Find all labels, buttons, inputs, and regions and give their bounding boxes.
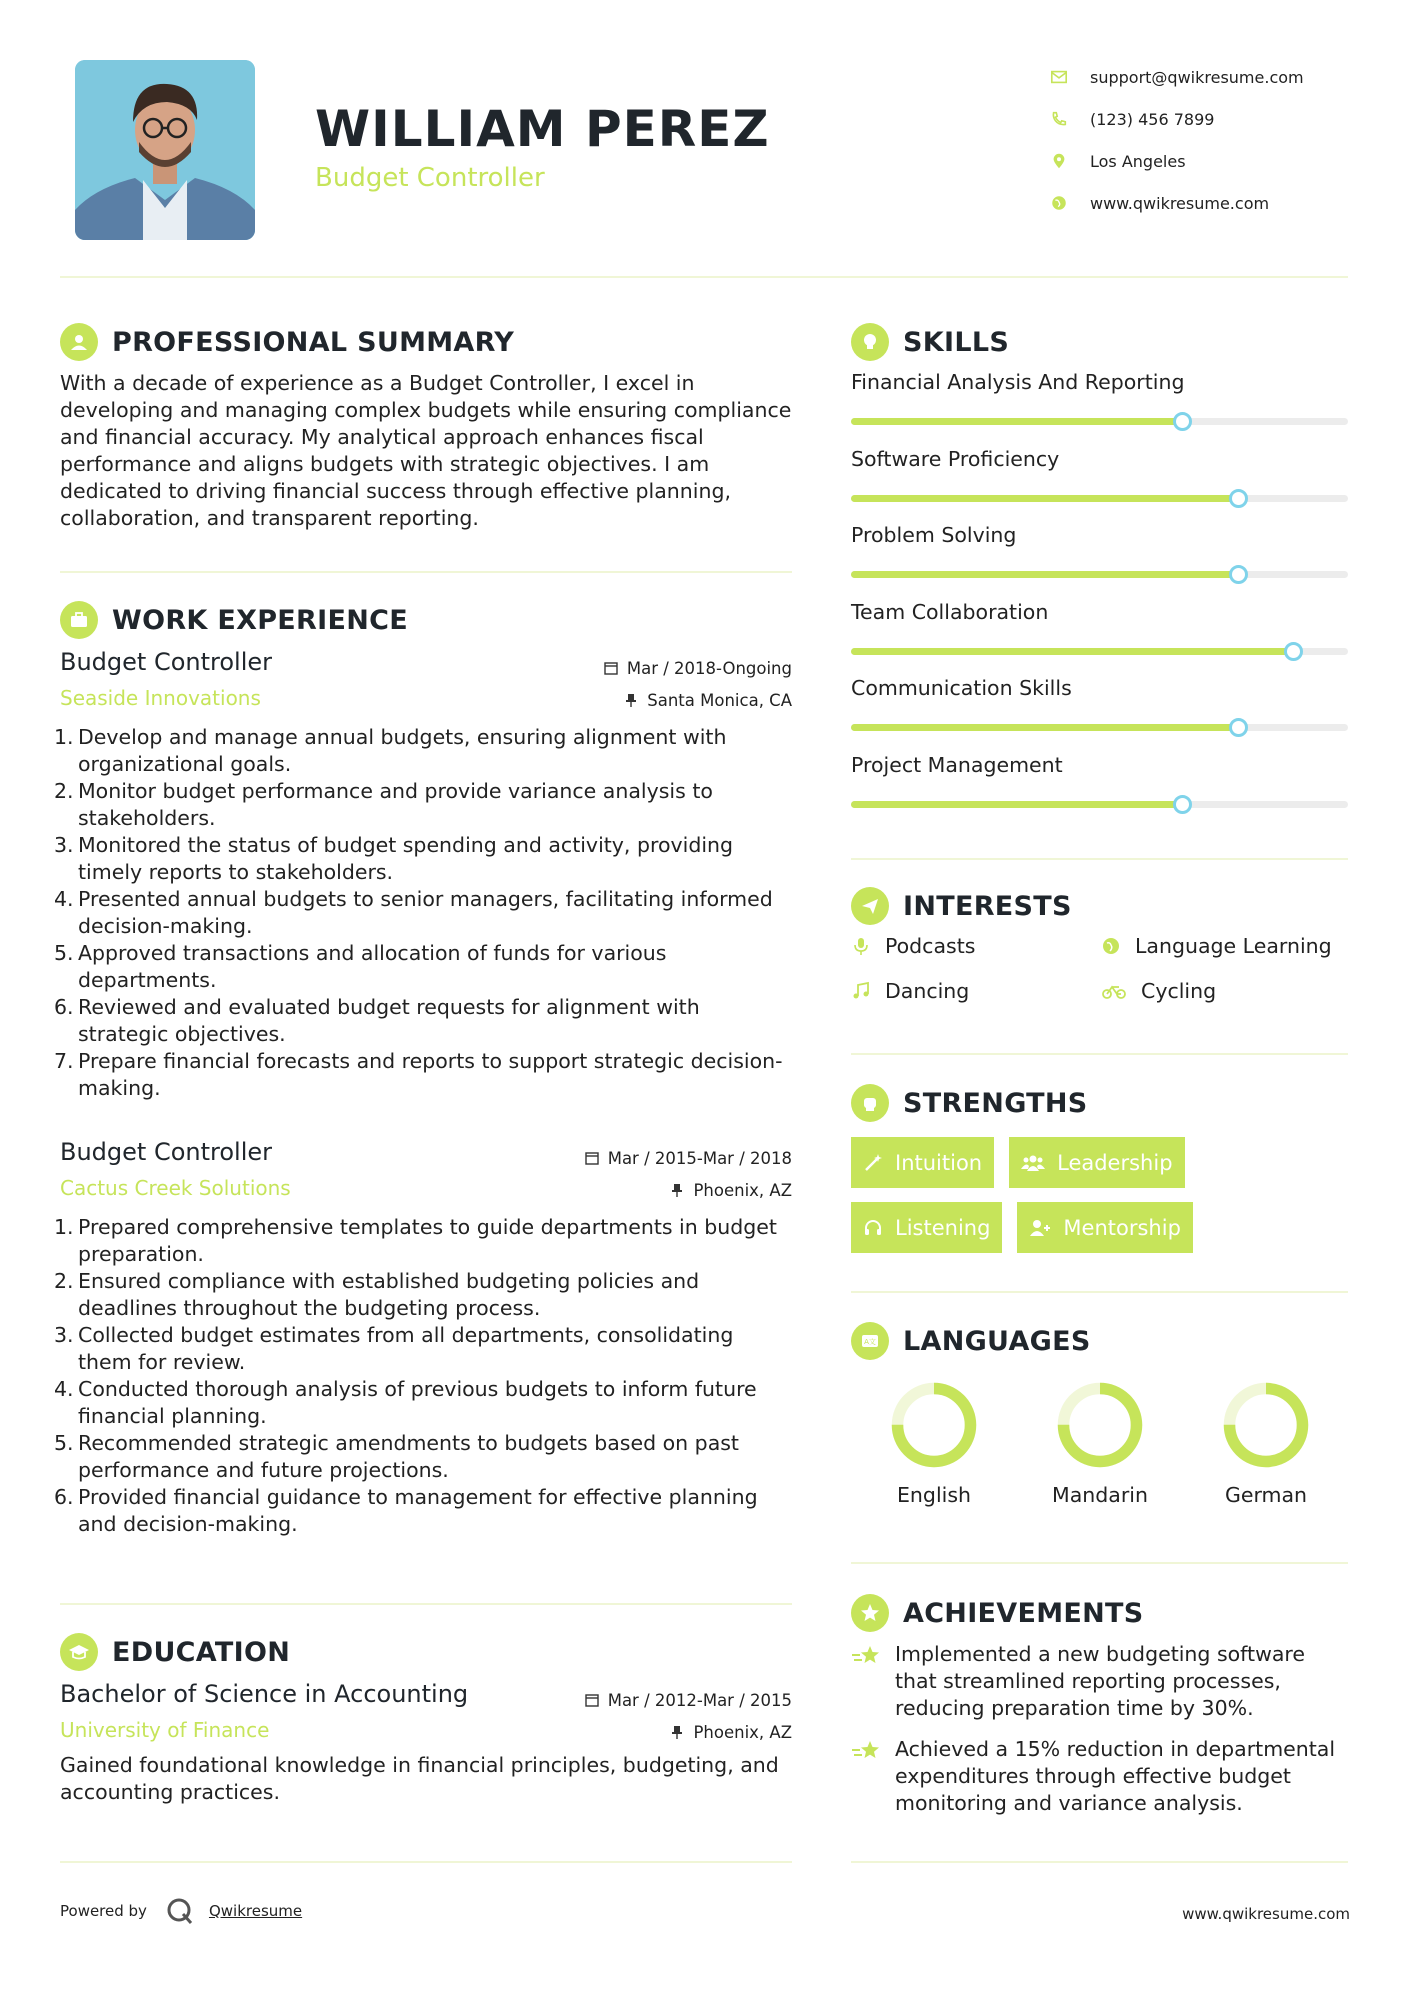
- work-heading: [60, 601, 408, 639]
- job-title: Budget Controller: [60, 648, 273, 676]
- job-meta: [585, 1142, 792, 1206]
- strength-chip: [851, 1202, 1002, 1253]
- school-name: University of Finance: [60, 1718, 270, 1742]
- job-entry: [54, 1138, 792, 1538]
- summary-text: With a decade of experience as a Budget Controller, I excel in developing and managing complex budgets while ensuring compliance and financial accuracy. My analytical approach enhances fiscal performance and aligns budgets with strategic objectives. I am dedicated to driving financial success through effective planning, collaboration, and transparent reporting.: [60, 371, 792, 530]
- phone-icon: [1050, 110, 1068, 128]
- skill-name: Communication Skills: [851, 676, 1072, 700]
- languages-divider: [851, 1562, 1348, 1564]
- degree-title: Bachelor of Science in Accounting: [60, 1680, 469, 1708]
- education-date: Mar / 2012-Mar / 2015: [607, 1690, 792, 1710]
- strength-label: Listening: [895, 1215, 991, 1240]
- job-duties: [54, 724, 792, 1102]
- footer-powered-by: [60, 1896, 302, 1926]
- magic-wand-icon: [863, 1153, 883, 1173]
- achievements-heading: [851, 1594, 1144, 1632]
- interest-item: [851, 977, 1101, 1004]
- language-ring: [1052, 1377, 1148, 1473]
- contact-website-text: www.qwikresume.com: [1090, 193, 1270, 213]
- education-meta: [585, 1684, 792, 1748]
- skill-fill: [851, 495, 1238, 502]
- achievements-divider: [851, 1861, 1348, 1863]
- candidate-name: WILLIAM PEREZ: [315, 100, 770, 158]
- interest-label: Cycling: [1141, 978, 1217, 1003]
- pushpin-icon: [670, 1183, 684, 1197]
- qwikresume-link[interactable]: Qwikresume: [208, 1902, 303, 1920]
- interest-label: Dancing: [885, 978, 970, 1003]
- star-badge-icon: [851, 1594, 889, 1632]
- strength-chip: [851, 1137, 994, 1188]
- headphones-icon: [863, 1218, 883, 1238]
- summary-divider: [60, 571, 792, 573]
- interest-item: [1101, 977, 1351, 1004]
- bicycle-icon: [1101, 981, 1127, 1001]
- skill-name: Project Management: [851, 752, 1063, 777]
- languages-list: [851, 1377, 1351, 1507]
- skill-item: [851, 523, 1348, 600]
- user-icon: [60, 323, 98, 361]
- job-duties: [54, 1214, 792, 1538]
- interest-item: [1101, 932, 1351, 959]
- briefcase-icon: [60, 601, 98, 639]
- list-item: 4. Presented annual budgets to senior managers, facilitating informed decision-making.: [54, 887, 773, 938]
- interest-label: Language Learning: [1135, 933, 1332, 958]
- list-item: 7. Prepare financial forecasts and reports to support strategic decision-making.: [54, 1049, 783, 1100]
- skills-list: [851, 370, 1348, 829]
- skill-fill: [851, 724, 1238, 731]
- skill-name: Financial Analysis And Reporting: [851, 370, 1185, 394]
- job-location: Phoenix, AZ: [693, 1180, 792, 1200]
- strengths-title: STRENGTHS: [903, 1087, 1088, 1119]
- skills-divider: [851, 858, 1348, 860]
- group-icon: [1021, 1153, 1045, 1173]
- language-ring: [886, 1377, 982, 1473]
- lightbulb-icon: [851, 323, 889, 361]
- user-plus-icon: [1029, 1218, 1051, 1238]
- strengths-divider: [851, 1291, 1348, 1293]
- contact-email-text: support@qwikresume.com: [1090, 67, 1304, 87]
- job-date: Mar / 2018-Ongoing: [626, 658, 792, 678]
- list-item: 1. Develop and manage annual budgets, ensuring alignment with organizational goals.: [54, 725, 727, 776]
- achievements-title: ACHIEVEMENTS: [903, 1597, 1144, 1629]
- achievement-text: Implemented a new budgeting software that streamlined reporting processes, reducing preparation time by 30%.: [895, 1642, 1305, 1720]
- skill-bar: [851, 724, 1348, 731]
- list-item: 6. Provided financial guidance to management for effective planning and decision-making.: [54, 1485, 758, 1536]
- job-location: Santa Monica, CA: [647, 690, 792, 710]
- list-item: 6. Reviewed and evaluated budget requests for alignment with strategic objectives.: [54, 995, 700, 1046]
- skill-name: Team Collaboration: [851, 599, 1049, 624]
- shooting-star-icon: [851, 1643, 881, 1671]
- contact-website[interactable]: [1050, 182, 1370, 224]
- list-item: 5. Recommended strategic amendments to budgets based on past performance and future projections.: [54, 1431, 739, 1482]
- contact-location-text: Los Angeles: [1090, 151, 1186, 171]
- interest-item: [851, 932, 1101, 959]
- header-divider: [60, 276, 1348, 278]
- list-item: 3. Monitored the status of budget spending and activity, providing timely reports to stakeholders.: [54, 833, 734, 884]
- profile-photo: [75, 60, 255, 240]
- job-entry: [54, 648, 792, 1102]
- job-title: Budget Controller: [60, 1138, 273, 1166]
- language-name: English: [896, 1483, 972, 1507]
- strength-chip: [1009, 1137, 1184, 1188]
- strength-chip: [1017, 1202, 1192, 1253]
- contact-location: [1050, 140, 1370, 182]
- skill-fill: [851, 571, 1238, 578]
- music-icon: [851, 981, 871, 1001]
- skill-fill: [851, 418, 1182, 425]
- paper-plane-icon: [851, 887, 889, 925]
- job-company: Cactus Creek Solutions: [60, 1176, 291, 1200]
- skill-bar: [851, 418, 1348, 425]
- skill-knob: [1229, 718, 1248, 737]
- strengths-list: [851, 1137, 1351, 1267]
- language-ring: [1218, 1377, 1314, 1473]
- skill-item: [851, 676, 1348, 753]
- languages-heading: [851, 1322, 1091, 1360]
- job-meta: [604, 652, 792, 716]
- contact-email[interactable]: [1050, 56, 1370, 98]
- education-title: EDUCATION: [112, 1636, 291, 1668]
- skill-bar: [851, 495, 1348, 502]
- skill-item: [851, 753, 1348, 830]
- interests-divider: [851, 1053, 1348, 1055]
- language-icon: [851, 1322, 889, 1360]
- list-item: 5. Approved transactions and allocation of funds for various departments.: [54, 941, 667, 992]
- candidate-role: Budget Controller: [315, 163, 545, 193]
- contact-block: [1050, 56, 1370, 224]
- skill-knob: [1173, 795, 1192, 814]
- shooting-star-icon: [851, 1738, 881, 1766]
- achievement-text: Achieved a 15% reduction in departmental expenditures through effective budget monitoring and variance analysis.: [895, 1737, 1336, 1815]
- language-item: [1183, 1377, 1349, 1507]
- skill-knob: [1173, 412, 1192, 431]
- education-location: Phoenix, AZ: [693, 1722, 792, 1742]
- pushpin-icon: [624, 693, 638, 707]
- education-divider: [60, 1861, 792, 1863]
- language-item: [1017, 1377, 1183, 1507]
- interests-title: INTERESTS: [903, 890, 1072, 922]
- interests-list: [851, 932, 1351, 1004]
- footer-website[interactable]: www.qwikresume.com: [1182, 1905, 1350, 1923]
- skill-fill: [851, 801, 1182, 808]
- list-item: 2. Ensured compliance with established budgeting policies and deadlines throughout the budgeting process.: [54, 1269, 700, 1320]
- pushpin-icon: [670, 1725, 684, 1739]
- skill-item: [851, 447, 1348, 524]
- work-title: WORK EXPERIENCE: [112, 604, 408, 636]
- skill-name: Problem Solving: [851, 523, 1017, 547]
- skill-fill: [851, 648, 1293, 655]
- calendar-icon: [585, 1151, 599, 1165]
- achievement-item: [851, 1736, 1351, 1817]
- job-date: Mar / 2015-Mar / 2018: [607, 1148, 792, 1168]
- skill-bar: [851, 648, 1348, 655]
- strength-label: Mentorship: [1063, 1215, 1181, 1240]
- language-name: German: [1224, 1483, 1308, 1507]
- svg-text:A文: A文: [864, 1338, 876, 1346]
- achievements-list: [851, 1641, 1351, 1831]
- calendar-icon: [604, 661, 618, 675]
- education-entry: [60, 1680, 792, 1806]
- list-item: 3. Collected budget estimates from all departments, consolidating them for review.: [54, 1323, 734, 1374]
- globe-icon: [1050, 194, 1068, 212]
- skills-title: SKILLS: [903, 326, 1010, 358]
- skill-knob: [1229, 489, 1248, 508]
- languages-title: LANGUAGES: [903, 1325, 1091, 1357]
- contact-phone-text: (123) 456 7899: [1090, 109, 1215, 129]
- achievement-item: [851, 1641, 1351, 1722]
- powered-by-text: Powered by: [60, 1902, 147, 1920]
- education-heading: [60, 1633, 290, 1671]
- job-company: Seaside Innovations: [60, 686, 261, 710]
- work-divider: [60, 1603, 792, 1605]
- skill-knob: [1229, 565, 1248, 584]
- strength-label: Leadership: [1057, 1150, 1173, 1175]
- skill-knob: [1284, 642, 1303, 661]
- education-description: Gained foundational knowledge in financial principles, budgeting, and accounting practices.: [60, 1753, 779, 1804]
- fist-icon: [851, 1084, 889, 1122]
- calendar-icon: [585, 1693, 599, 1707]
- globe-icon: [1101, 936, 1121, 956]
- skill-bar: [851, 571, 1348, 578]
- list-item: 2. Monitor budget performance and provide variance analysis to stakeholders.: [54, 779, 713, 830]
- microphone-icon: [851, 936, 871, 956]
- contact-phone: [1050, 98, 1370, 140]
- skill-item: [851, 370, 1348, 447]
- list-item: 4. Conducted thorough analysis of previous budgets to inform future financial planning.: [54, 1377, 757, 1428]
- strengths-heading: [851, 1084, 1088, 1122]
- language-item: [851, 1377, 1017, 1507]
- skill-name: Software Proficiency: [851, 446, 1060, 471]
- skill-bar: [851, 801, 1348, 808]
- interest-label: Podcasts: [885, 933, 976, 958]
- skill-item: [851, 600, 1348, 677]
- skills-heading: [851, 323, 1009, 361]
- summary-heading: [60, 323, 514, 361]
- qwikresume-logo-icon: [165, 1896, 195, 1926]
- graduation-cap-icon: [60, 1633, 98, 1671]
- map-pin-icon: [1050, 152, 1068, 170]
- list-item: 1. Prepared comprehensive templates to guide departments in budget preparation.: [54, 1215, 777, 1266]
- interests-heading: [851, 887, 1072, 925]
- envelope-icon: [1050, 68, 1068, 86]
- summary-title: PROFESSIONAL SUMMARY: [112, 326, 515, 358]
- strength-label: Intuition: [895, 1150, 983, 1175]
- language-name: Mandarin: [1052, 1483, 1148, 1507]
